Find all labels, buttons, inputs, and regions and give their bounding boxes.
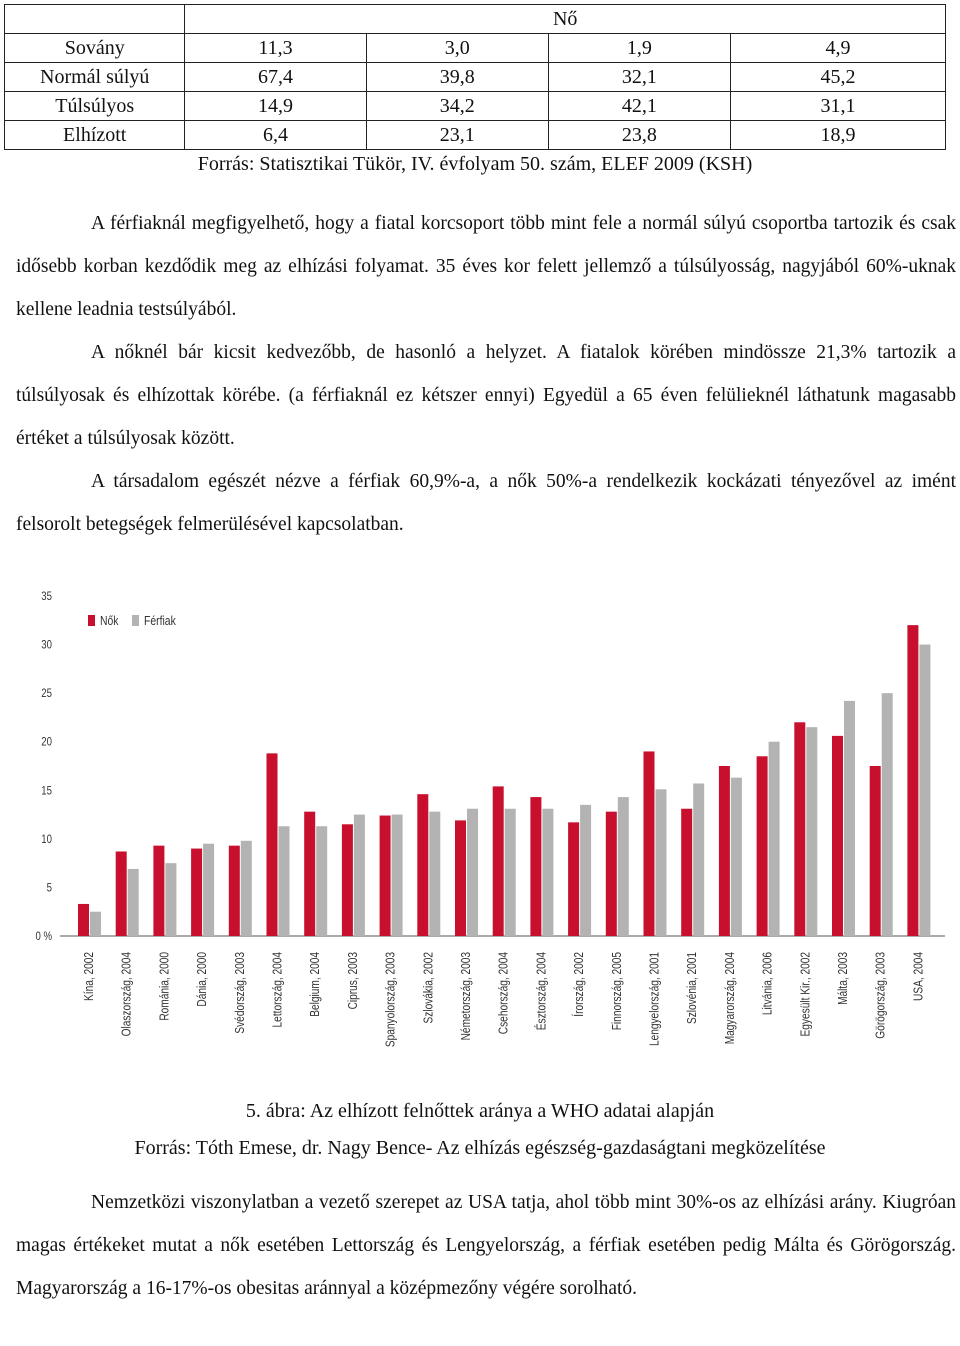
y-tick-label: 25	[41, 687, 52, 701]
figure-source: Forrás: Tóth Emese, dr. Nagy Bence- Az elhízás egészség-gazdaságtani megközelítése	[134, 1137, 826, 1159]
y-tick-label: 20	[41, 735, 52, 750]
bar-men	[580, 805, 591, 936]
bar-women	[116, 851, 127, 936]
bar-women	[530, 797, 541, 936]
bar-women	[267, 753, 278, 936]
table-cell: 45,2	[730, 63, 945, 92]
category-label: Litvánia, 2006	[760, 952, 775, 1016]
category-label: Dánia, 2000	[194, 952, 210, 1007]
bar-men	[316, 826, 327, 936]
table-header: Nő	[185, 5, 946, 34]
category-label: Spanyolország, 2003	[383, 952, 398, 1048]
paragraph-society	[16, 460, 956, 546]
bar-women	[191, 849, 202, 936]
category-label: Lettország, 2004	[270, 952, 285, 1028]
table-cell: 11,3	[185, 34, 366, 63]
y-tick-label: 15	[41, 784, 52, 798]
bar-men	[354, 815, 365, 936]
bar-men	[505, 809, 516, 936]
category-label: Olaszország, 2004	[119, 952, 135, 1037]
table-row	[5, 63, 946, 92]
bar-women	[342, 824, 353, 936]
bar-men	[882, 693, 893, 936]
category-label: Görögország, 2003	[873, 952, 889, 1039]
table-cell: 18,9	[730, 121, 945, 150]
bar-men	[279, 826, 290, 936]
bar-women	[455, 820, 466, 936]
table-cell: 3,0	[366, 34, 548, 63]
bar-women	[719, 766, 730, 936]
category-label: Kína, 2002	[81, 952, 97, 1001]
table-cell: 6,4	[185, 121, 366, 150]
table-row	[5, 34, 946, 63]
category-label: Magyarország, 2004	[722, 952, 738, 1045]
bar-women	[644, 751, 655, 936]
category-label: USA, 2004	[911, 952, 926, 1001]
paragraph-text: A nőknél bár kicsit kedvezőbb, de hasonló a helyzet. A fiatalok körében mindössze 21,3% tartozik a túlsúlyosak és elhízottak körébe. (a férfiaknál ez kétszer ennyi) Egyedül a 65 éven felülieknél láthatunk magasabb értéket a túlsúlyosak között.	[16, 342, 956, 449]
row-label: Normál súlyú	[5, 63, 185, 92]
table-cell: 67,4	[185, 63, 366, 92]
bar-women	[681, 809, 692, 936]
category-label: Finnország, 2005	[609, 952, 625, 1031]
y-tick-label: 10	[41, 832, 52, 847]
bar-men	[90, 912, 101, 936]
paragraph-men	[16, 202, 956, 331]
bar-men	[618, 797, 629, 936]
category-label: Szlovénia, 2001	[685, 952, 700, 1025]
legend-swatch-women	[88, 615, 95, 626]
bar-women	[794, 722, 805, 936]
table-cell: 1,9	[548, 34, 730, 63]
bar-women	[304, 812, 315, 936]
legend-swatch-men	[132, 615, 139, 626]
table-header-row	[5, 5, 946, 34]
bar-men	[203, 844, 214, 936]
obesity-bar-chart	[0, 580, 960, 1100]
paragraph-international	[16, 1181, 956, 1310]
bar-women	[153, 846, 164, 936]
figure-caption: 5. ábra: Az elhízott felnőttek aránya a WHO adatai alapján	[245, 1100, 715, 1122]
bar-men	[165, 863, 176, 936]
y-tick-label: 30	[41, 638, 52, 652]
bar-men	[542, 809, 553, 936]
category-label: Írország, 2002	[571, 952, 587, 1017]
row-label: Elhízott	[5, 121, 185, 150]
bar-women	[606, 812, 617, 936]
bar-women	[78, 904, 89, 936]
bar-women	[832, 736, 843, 936]
y-tick-label: 35	[41, 590, 52, 604]
category-label: Belgium, 2004	[308, 952, 323, 1017]
bar-men	[429, 812, 440, 936]
data-table	[4, 4, 946, 178]
category-label: Egyesült Kir., 2002	[798, 952, 813, 1037]
bar-men	[919, 645, 930, 936]
bar-men	[844, 701, 855, 936]
bar-women	[757, 756, 768, 936]
y-tick-label: 5	[46, 881, 52, 895]
paragraph-text: Nemzetközi viszonylatban a vezető szerepet az USA tatja, ahol több mint 30%-os az elhízási arány. Kiugróan magas értékeket mutat a nők esetében Lettország és Lengyelország, a férfiak esetében pedig Málta és Görögország. Magyarország a 16-17%-os obesitas aránnyal a középmezőny végére sorolható.	[16, 1192, 956, 1299]
bar-women	[380, 816, 391, 936]
table-row	[5, 121, 946, 150]
table-source-row	[5, 150, 946, 179]
bar-women	[417, 794, 428, 936]
category-label: Ciprus, 2003	[345, 952, 361, 1010]
category-label: Észtország, 2004	[534, 952, 549, 1031]
table-cell: 4,9	[730, 34, 945, 63]
bar-men	[392, 815, 403, 936]
bar-men	[806, 727, 817, 936]
row-label: Túlsúlyos	[5, 92, 185, 121]
table-cell: 34,2	[366, 92, 548, 121]
legend-label-women: Nők	[100, 613, 119, 629]
category-label: Németország, 2003	[458, 952, 474, 1041]
bar-men	[128, 869, 139, 936]
table-cell: 32,1	[548, 63, 730, 92]
table-cell: 14,9	[185, 92, 366, 121]
table-row	[5, 92, 946, 121]
category-label: Lengyelország, 2001	[647, 952, 662, 1047]
bar-women	[907, 625, 918, 936]
table-cell: 23,8	[548, 121, 730, 150]
bar-women	[870, 766, 881, 936]
table-cell: 42,1	[548, 92, 730, 121]
bar-men	[731, 778, 742, 936]
table-corner-cell	[5, 5, 185, 34]
bar-men	[769, 742, 780, 936]
table-source: Forrás: Statisztikai Tükör, IV. évfolyam 50. szám, ELEF 2009 (KSH)	[5, 150, 946, 179]
category-label: Svédország, 2003	[232, 952, 248, 1034]
table-cell: 23,1	[366, 121, 548, 150]
table-cell: 31,1	[730, 92, 945, 121]
legend-label-men: Férfiak	[144, 613, 176, 629]
bar-men	[656, 789, 667, 936]
category-label: Szlovákia, 2002	[421, 952, 436, 1024]
paragraph-women	[16, 331, 956, 460]
row-label: Sovány	[5, 34, 185, 63]
table-cell: 39,8	[366, 63, 548, 92]
bar-men	[241, 841, 252, 936]
category-label: Málta, 2003	[835, 952, 851, 1005]
y-tick-label: 0 %	[35, 930, 52, 944]
paragraph-text: A férfiaknál megfigyelhető, hogy a fiatal korcsoport több mint fele a normál súlyú csoportba tartozik és csak idősebb korban kezdődik meg az elhízási folyamat. 35 éves kor felett jellemző a túlsúlyosság, nagyjából 60%-uknak kellene leadnia testsúlyából.	[16, 213, 956, 320]
bar-women	[493, 786, 504, 936]
bar-women	[229, 846, 240, 936]
category-label: Románia, 2000	[157, 952, 172, 1021]
category-label: Csehország, 2004	[496, 952, 512, 1035]
bar-men	[467, 809, 478, 936]
bar-men	[693, 783, 704, 936]
paragraph-text: A társadalom egészét nézve a férfiak 60,9%-a, a nők 50%-a rendelkezik kockázati tényezővel az imént felsorolt betegségek felmerülésével kapcsolatban.	[16, 471, 956, 535]
bar-women	[568, 822, 579, 936]
